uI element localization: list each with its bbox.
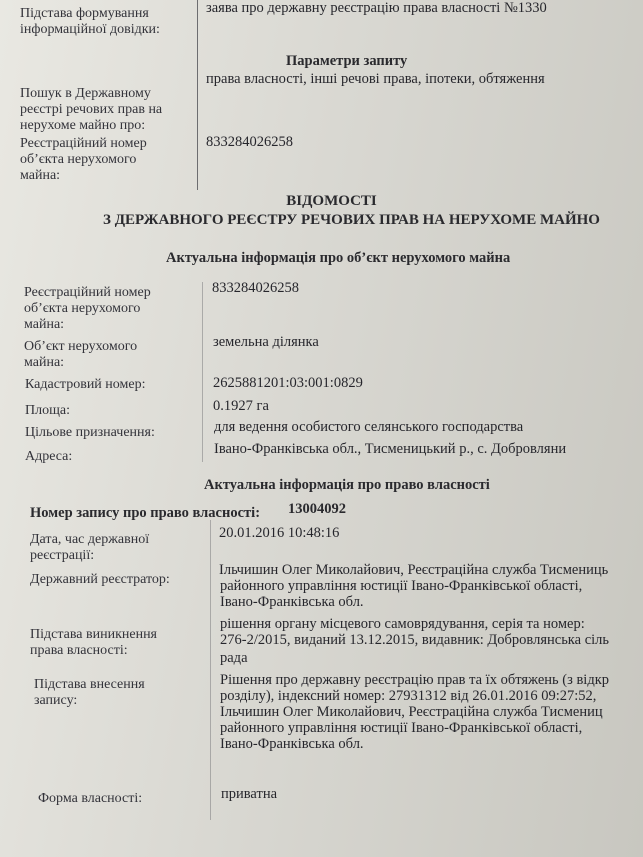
- ownership-form-label: Форма власності:: [38, 791, 143, 806]
- entry-basis-value-line-3: Ільчишин Олег Миколайович, Реєстраційна служба Тисмениц: [220, 704, 603, 720]
- entry-basis-label-2: запису:: [34, 693, 78, 708]
- registration-date-label-2: реєстрації:: [30, 548, 95, 563]
- request-reg-value: 833284026258: [206, 134, 293, 150]
- cadastral-number-value: 2625881201:03:001:0829: [213, 375, 363, 391]
- request-search-label-3: нерухоме майно про:: [20, 118, 146, 133]
- request-basis-value: заява про державну реєстрацію права власності №1330: [206, 0, 547, 16]
- registrar-value-line-2: районного управління юстиції Івано-Франківської області,: [220, 578, 583, 594]
- ownership-form-value: приватна: [221, 786, 278, 802]
- ownership-record-label: Номер запису про право власності:: [30, 505, 261, 521]
- object-reg-label-3: майна:: [24, 317, 65, 332]
- registrar-value-line-3: Івано-Франківська обл.: [220, 594, 364, 610]
- ownership-origin-value-line-3: рада: [220, 650, 248, 666]
- request-reg-label-2: об’єкта нерухомого: [20, 152, 137, 167]
- address-label: Адреса:: [25, 449, 73, 464]
- request-reg-label-1: Реєстраційний номер: [20, 136, 147, 151]
- ownership-origin-value-line-2: 276-2/2015, виданий 13.12.2015, видавник: Добровлянська сіль: [220, 632, 610, 648]
- entry-basis-value-line-2: розділу), індексний номер: 27931312 від 26.01.2016 09:27:52,: [220, 688, 597, 704]
- object-reg-label-1: Реєстраційний номер: [24, 285, 151, 300]
- registrar-value-line-1: Ільчишин Олег Миколайович, Реєстраційна служба Тисмениць: [219, 562, 609, 578]
- entry-basis-value-line-5: Івано-Франківська обл.: [220, 736, 364, 752]
- column-divider-ownership: [210, 520, 211, 820]
- object-section-title: Актуальна інформація про об’єкт нерухомого майна: [166, 250, 511, 266]
- registrar-label: Державний реєстратор:: [30, 572, 170, 587]
- registration-date-label-1: Дата, час державної: [30, 532, 150, 547]
- registration-date-value: 20.01.2016 10:48:16: [219, 525, 340, 541]
- purpose-value: для ведення особистого селянського господарства: [214, 419, 524, 435]
- purpose-label: Цільове призначення:: [25, 425, 155, 440]
- document-title: ВІДОМОСТІ: [286, 193, 377, 209]
- object-type-value: земельна ділянка: [213, 334, 319, 350]
- request-params-title: Параметри запиту: [286, 53, 408, 69]
- request-basis-label-2: інформаційної довідки:: [20, 22, 160, 37]
- object-reg-value: 833284026258: [212, 280, 299, 296]
- document-subtitle: З ДЕРЖАВНОГО РЕЄСТРУ РЕЧОВИХ ПРАВ НА НЕРУХОМЕ МАЙНО: [103, 212, 600, 228]
- ownership-origin-value-line-1: рішення органу місцевого самоврядування, серія та номер:: [220, 616, 585, 632]
- ownership-origin-label-1: Підстава виникнення: [30, 627, 157, 642]
- entry-basis-value-line-1: Рішення про державну реєстрацію прав та їх обтяжень (з відкр: [220, 672, 610, 688]
- ownership-record-value: 13004092: [288, 501, 346, 517]
- request-search-label-1: Пошук в Державному: [20, 86, 151, 101]
- column-divider-top: [197, 0, 198, 190]
- entry-basis-label-1: Підстава внесення: [34, 677, 145, 692]
- area-value: 0.1927 га: [213, 398, 269, 414]
- request-search-label-2: реєстрі речових прав на: [20, 102, 163, 117]
- column-divider-object: [202, 282, 203, 462]
- request-reg-label-3: майна:: [20, 168, 61, 183]
- object-type-label-2: майна:: [24, 355, 65, 370]
- request-basis-label-1: Підстава формування: [20, 6, 149, 21]
- entry-basis-value-line-4: районного управління юстиції Івано-Франківської області,: [220, 720, 583, 736]
- cadastral-number-label: Кадастровий номер:: [25, 377, 146, 392]
- object-reg-label-2: об’єкта нерухомого: [24, 301, 141, 316]
- area-label: Площа:: [25, 403, 70, 418]
- address-value: Івано-Франківська обл., Тисменицький р., с. Добровляни: [214, 441, 567, 457]
- ownership-section-title: Актуальна інформація про право власності: [204, 477, 490, 493]
- request-search-value: права власності, інші речові права, іпотеки, обтяження: [206, 71, 545, 87]
- object-type-label-1: Об’єкт нерухомого: [24, 339, 138, 354]
- ownership-origin-label-2: права власності:: [30, 643, 128, 658]
